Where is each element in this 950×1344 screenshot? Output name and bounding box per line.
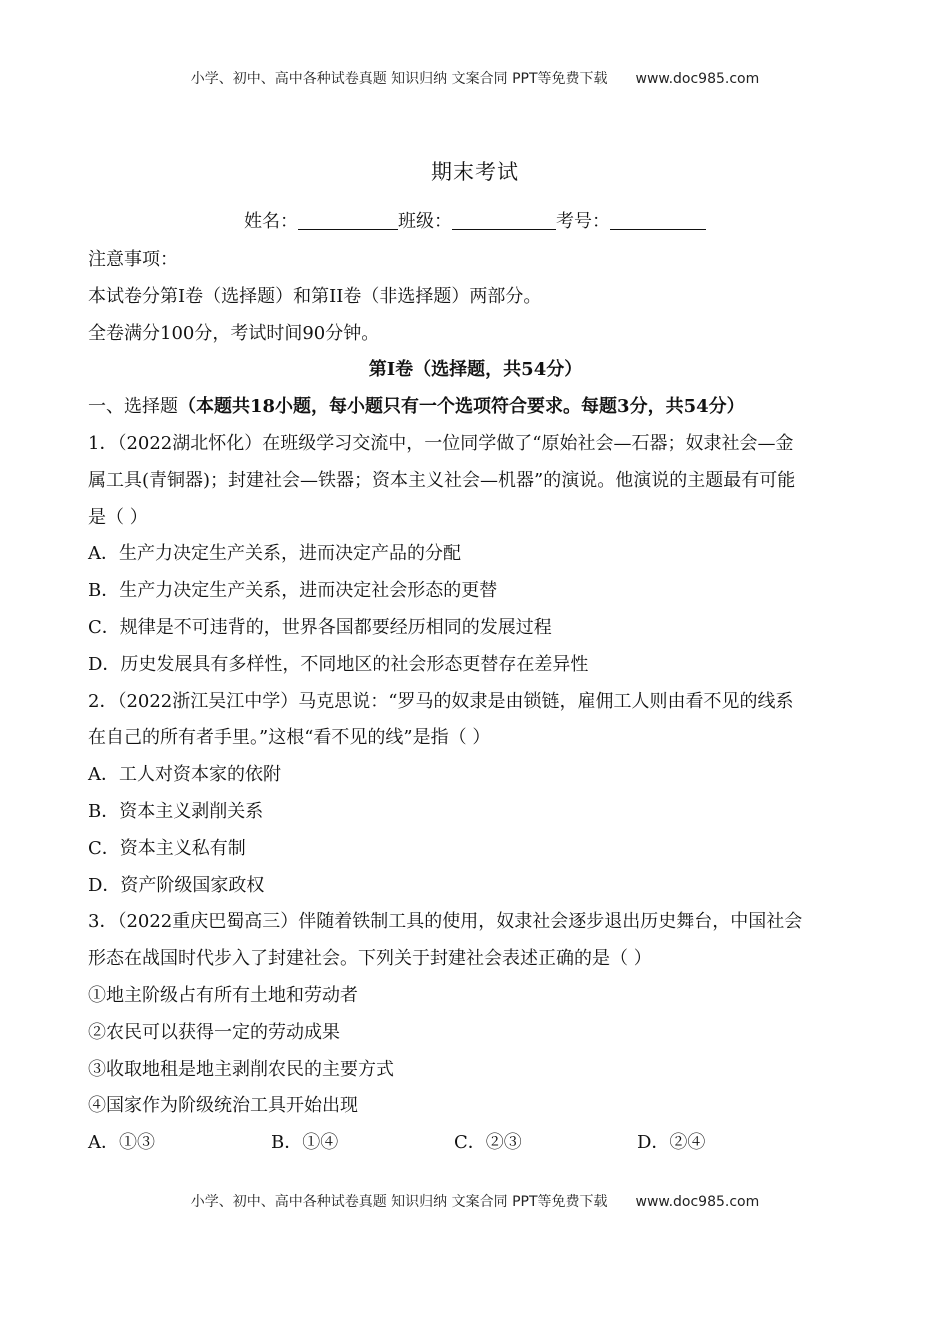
footer-site-link[interactable]: www.doc985.com	[635, 1194, 760, 1210]
header-site-link[interactable]: www.doc985.com	[635, 71, 760, 87]
exam-content	[88, 242, 863, 1162]
notes-line-1: 本试卷分第I卷（选择题）和第II卷（非选择题）两部分。	[88, 285, 542, 307]
q2-option-a[interactable]: A．工人对资本家的依附	[88, 764, 281, 786]
number-blank[interactable]	[610, 211, 706, 230]
q1-stem-line-3: 是（ ）	[88, 506, 148, 528]
footer-text: 小学、初中、高中各种试卷真题 知识归纳 文案合同 PPT等免费下载	[190, 1194, 608, 1210]
q2-option-d[interactable]: D．资产阶级国家政权	[88, 874, 265, 896]
q2-stem-line-1: 2．（2022浙江吴江中学）马克思说：“罗马的奴隶是由锁链，雇佣工人则由看不见的线系	[88, 690, 794, 712]
q2-option-c[interactable]: C．资本主义私有制	[88, 837, 246, 859]
class-blank[interactable]	[452, 211, 556, 230]
q3-stem-line-1: 3．（2022重庆巴蜀高三）伴随着铁制工具的使用，奴隶社会逐步退出历史舞台，中国社会	[88, 911, 803, 933]
q3-statement-4: ④国家作为阶级统治工具开始出现	[88, 1095, 358, 1117]
q2-option-b[interactable]: B．资本主义剥削关系	[88, 800, 264, 822]
header-text: 小学、初中、高中各种试卷真题 知识归纳 文案合同 PPT等免费下载	[190, 71, 608, 87]
name-label: 姓名：	[244, 211, 298, 232]
q1-stem-line-2: 属工具(青铜器)；封建社会—铁器；资本主义社会—机器”的演说。他演说的主题最有可能	[88, 469, 796, 491]
student-info-line	[0, 207, 950, 233]
section-title: 第I卷（选择题，共54分）	[368, 359, 583, 381]
q3-statement-3: ③收取地租是地主剥削农民的主要方式	[88, 1058, 394, 1080]
q3-options	[88, 1125, 863, 1162]
q3-option-d[interactable]: D．②④	[637, 1132, 706, 1154]
part-heading	[88, 389, 863, 426]
q1-stem-line-1: 1．（2022湖北怀化）在班级学习交流中，一位同学做了“原始社会—石器；奴隶社会—金	[88, 432, 794, 454]
q3-option-a[interactable]: A．①③	[88, 1132, 155, 1154]
notes-line-2: 全卷满分100分，考试时间90分钟。	[88, 322, 380, 344]
q3-stem-line-2: 形态在战国时代步入了封建社会。下列关于封建社会表述正确的是（ ）	[88, 948, 652, 970]
part-label: 一、选择题	[88, 396, 178, 418]
number-label: 考号：	[556, 211, 610, 232]
notes-heading: 注意事项：	[88, 249, 178, 270]
q1-option-a[interactable]: A．生产力决定生产关系，进而决定产品的分配	[88, 543, 461, 565]
part-description: （本题共18小题，每小题只有一个选项符合要求。每题3分，共54分）	[178, 396, 745, 418]
page-footer	[0, 1191, 950, 1211]
page-header	[0, 68, 950, 88]
q3-statement-1: ①地主阶级占有所有土地和劳动者	[88, 984, 358, 1006]
q1-option-c[interactable]: C．规律是不可违背的，世界各国都要经历相同的发展过程	[88, 616, 552, 638]
q1-option-b[interactable]: B．生产力决定生产关系，进而决定社会形态的更替	[88, 580, 498, 602]
q3-statement-2: ②农民可以获得一定的劳动成果	[88, 1021, 340, 1043]
q1-option-d[interactable]: D．历史发展具有多样性，不同地区的社会形态更替存在差异性	[88, 653, 589, 675]
q3-option-c[interactable]: C．②③	[454, 1132, 522, 1154]
q3-option-b[interactable]: B．①④	[271, 1132, 339, 1154]
page-title: 期末考试	[431, 160, 519, 184]
name-blank[interactable]	[298, 211, 398, 230]
q2-stem-line-2: 在自己的所有者手里。”这根“看不见的线”是指（ ）	[88, 727, 491, 749]
class-label: 班级：	[398, 211, 452, 232]
